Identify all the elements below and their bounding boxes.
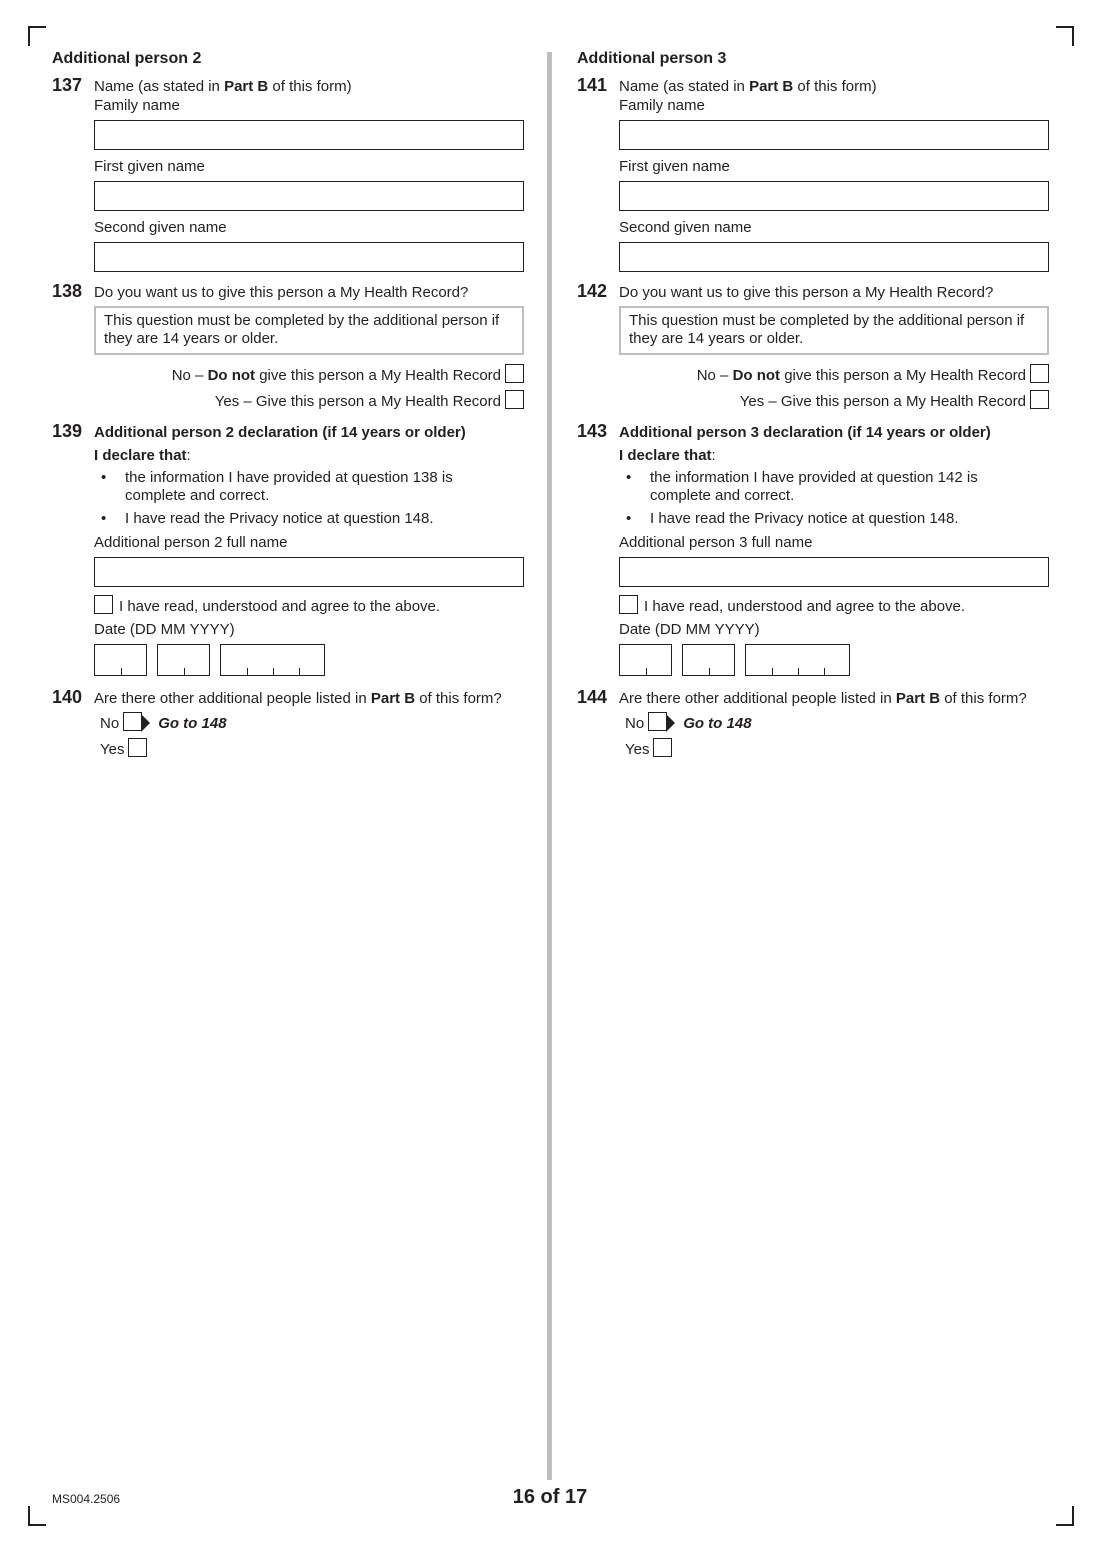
list-item: • I have read the Privacy notice at question 148. bbox=[619, 510, 1037, 528]
note-line: This question must be completed by the additional person if bbox=[629, 312, 1025, 329]
goto-instruction: Go to 148 bbox=[158, 715, 227, 732]
option-text: No – bbox=[171, 367, 208, 384]
agree-label: I have read, understood and agree to the above. bbox=[644, 598, 966, 615]
list-item-line: • the information I have provided at question 142 is bbox=[650, 469, 978, 486]
declaration-title: Additional person 3 declaration (if 14 years or older) bbox=[619, 424, 991, 441]
crop-mark-top-left bbox=[28, 26, 46, 46]
yes-record-checkbox[interactable] bbox=[505, 390, 524, 409]
crop-mark-top-right bbox=[1056, 26, 1074, 46]
option-label: Yes bbox=[625, 741, 650, 758]
yes-checkbox[interactable] bbox=[128, 738, 147, 757]
full-name-input[interactable] bbox=[619, 557, 1049, 587]
question-number: 140 bbox=[52, 687, 83, 707]
option-yes-record bbox=[619, 390, 1049, 416]
declaration-title: Additional person 2 declaration (if 14 years or older) bbox=[94, 424, 466, 441]
column-additional-person-3 bbox=[577, 50, 1037, 764]
prompt-text: Are there other additional people listed in bbox=[94, 690, 371, 707]
option-label: No bbox=[625, 715, 645, 732]
yes-record-checkbox[interactable] bbox=[1030, 390, 1049, 409]
declaration-list bbox=[619, 469, 1037, 528]
crop-mark-bottom-left bbox=[28, 1506, 46, 1526]
date-day-input[interactable] bbox=[619, 644, 672, 676]
note-line: they are 14 years or older. bbox=[104, 330, 279, 347]
note-box bbox=[94, 306, 524, 355]
question-number: 137 bbox=[52, 75, 83, 95]
family-name-input[interactable] bbox=[619, 120, 1049, 150]
question-prompt bbox=[94, 78, 512, 97]
first-given-name-label: First given name bbox=[94, 158, 205, 175]
question-my-health-record bbox=[52, 281, 512, 416]
column-divider bbox=[547, 52, 552, 1480]
question-prompt: Do you want us to give this person a My Health Record? bbox=[619, 284, 994, 301]
agree-label: I have read, understood and agree to the above. bbox=[119, 598, 441, 615]
declare-heading bbox=[94, 447, 512, 466]
question-name bbox=[52, 75, 512, 272]
page-number: 16 of 17 bbox=[512, 1486, 588, 1508]
agree-checkbox[interactable] bbox=[619, 595, 638, 614]
question-declaration bbox=[577, 421, 1037, 676]
date-day-input[interactable] bbox=[94, 644, 147, 676]
option-no-record bbox=[94, 364, 524, 390]
crop-mark-bottom-right bbox=[1056, 1506, 1074, 1526]
question-number: 144 bbox=[577, 687, 608, 707]
question-prompt bbox=[94, 690, 512, 709]
prompt-text-end: of this form) bbox=[268, 78, 352, 95]
question-prompt bbox=[619, 690, 1037, 709]
no-record-checkbox[interactable] bbox=[1030, 364, 1049, 383]
full-name-label: Additional person 2 full name bbox=[94, 534, 288, 551]
option-yes-record bbox=[94, 390, 524, 416]
list-item-line: complete and correct. bbox=[650, 487, 795, 504]
list-item-line: • the information I have provided at question 138 is bbox=[125, 469, 453, 486]
option-text-end: give this person a My Health Record bbox=[780, 367, 1026, 384]
date-label: Date (DD MM YYYY) bbox=[619, 621, 760, 638]
prompt-text: Name (as stated in bbox=[94, 78, 225, 95]
date-label: Date (DD MM YYYY) bbox=[94, 621, 235, 638]
no-checkbox[interactable] bbox=[123, 712, 142, 731]
prompt-text-end: of this form) bbox=[793, 78, 877, 95]
family-name-label: Family name bbox=[94, 97, 180, 114]
prompt-bold-text: Part B bbox=[370, 690, 416, 707]
option-yes bbox=[619, 738, 1037, 764]
option-no bbox=[94, 712, 512, 738]
prompt-bold-text: Part B bbox=[895, 690, 941, 707]
date-year-input[interactable] bbox=[745, 644, 850, 676]
second-given-name-label: Second given name bbox=[619, 219, 752, 236]
date-month-input[interactable] bbox=[682, 644, 735, 676]
second-given-name-input[interactable] bbox=[94, 242, 524, 272]
question-other-people bbox=[52, 687, 512, 764]
agree-row bbox=[94, 595, 512, 621]
section-title: Additional person 3 bbox=[577, 50, 727, 67]
question-name bbox=[577, 75, 1037, 272]
arrow-right-icon bbox=[141, 714, 150, 732]
list-item: • I have read the Privacy notice at question 148. bbox=[94, 510, 512, 528]
family-name-input[interactable] bbox=[94, 120, 524, 150]
yes-checkbox[interactable] bbox=[653, 738, 672, 757]
question-number: 139 bbox=[52, 421, 83, 441]
option-text-end: give this person a My Health Record bbox=[255, 367, 501, 384]
option-bold-text: Do not bbox=[732, 367, 781, 384]
full-name-label: Additional person 3 full name bbox=[619, 534, 813, 551]
form-code: MS004.2506 bbox=[52, 1492, 121, 1506]
no-record-checkbox[interactable] bbox=[505, 364, 524, 383]
question-declaration bbox=[52, 421, 512, 676]
prompt-bold-text: Part B bbox=[749, 78, 794, 95]
question-number: 138 bbox=[52, 281, 83, 301]
question-other-people bbox=[577, 687, 1037, 764]
option-no bbox=[619, 712, 1037, 738]
note-line: This question must be completed by the additional person if bbox=[104, 312, 500, 329]
question-prompt: Do you want us to give this person a My Health Record? bbox=[94, 284, 469, 301]
first-given-name-input[interactable] bbox=[94, 181, 524, 211]
section-title: Additional person 2 bbox=[52, 50, 202, 67]
list-item bbox=[619, 469, 1037, 505]
question-number: 141 bbox=[577, 75, 608, 95]
declare-colon: : bbox=[711, 447, 716, 464]
option-no-record bbox=[619, 364, 1049, 390]
date-month-input[interactable] bbox=[157, 644, 210, 676]
question-number: 142 bbox=[577, 281, 608, 301]
arrow-right-icon bbox=[666, 714, 675, 732]
date-input-group bbox=[619, 644, 1037, 676]
column-additional-person-2 bbox=[52, 50, 512, 764]
option-text: Yes – Give this person a My Health Record bbox=[739, 393, 1026, 410]
list-item-line: complete and correct. bbox=[125, 487, 270, 504]
declare-bold-text: I declare that bbox=[619, 447, 712, 464]
prompt-text-end: of this form? bbox=[940, 690, 1027, 707]
declare-colon: : bbox=[186, 447, 191, 464]
option-text: Yes – Give this person a My Health Record bbox=[214, 393, 501, 410]
prompt-text-end: of this form? bbox=[415, 690, 502, 707]
full-name-input[interactable] bbox=[94, 557, 524, 587]
prompt-bold-text: Part B bbox=[224, 78, 269, 95]
declare-bold-text: I declare that bbox=[94, 447, 187, 464]
declaration-list bbox=[94, 469, 512, 528]
option-label: Yes bbox=[100, 741, 125, 758]
list-item bbox=[94, 469, 512, 505]
agree-row bbox=[619, 595, 1037, 621]
question-prompt bbox=[619, 78, 1037, 97]
no-checkbox[interactable] bbox=[648, 712, 667, 731]
option-text: No – bbox=[696, 367, 733, 384]
question-my-health-record bbox=[577, 281, 1037, 416]
option-bold-text: Do not bbox=[207, 367, 256, 384]
prompt-text: Are there other additional people listed in bbox=[619, 690, 896, 707]
goto-instruction: Go to 148 bbox=[683, 715, 752, 732]
date-year-input[interactable] bbox=[220, 644, 325, 676]
second-given-name-label: Second given name bbox=[94, 219, 227, 236]
prompt-text: Name (as stated in bbox=[619, 78, 750, 95]
option-label: No bbox=[100, 715, 120, 732]
agree-checkbox[interactable] bbox=[94, 595, 113, 614]
first-given-name-label: First given name bbox=[619, 158, 730, 175]
question-number: 143 bbox=[577, 421, 608, 441]
note-line: they are 14 years or older. bbox=[629, 330, 804, 347]
first-given-name-input[interactable] bbox=[619, 181, 1049, 211]
note-box bbox=[619, 306, 1049, 355]
second-given-name-input[interactable] bbox=[619, 242, 1049, 272]
option-yes bbox=[94, 738, 512, 764]
family-name-label: Family name bbox=[619, 97, 705, 114]
date-input-group bbox=[94, 644, 512, 676]
declare-heading bbox=[619, 447, 1037, 466]
